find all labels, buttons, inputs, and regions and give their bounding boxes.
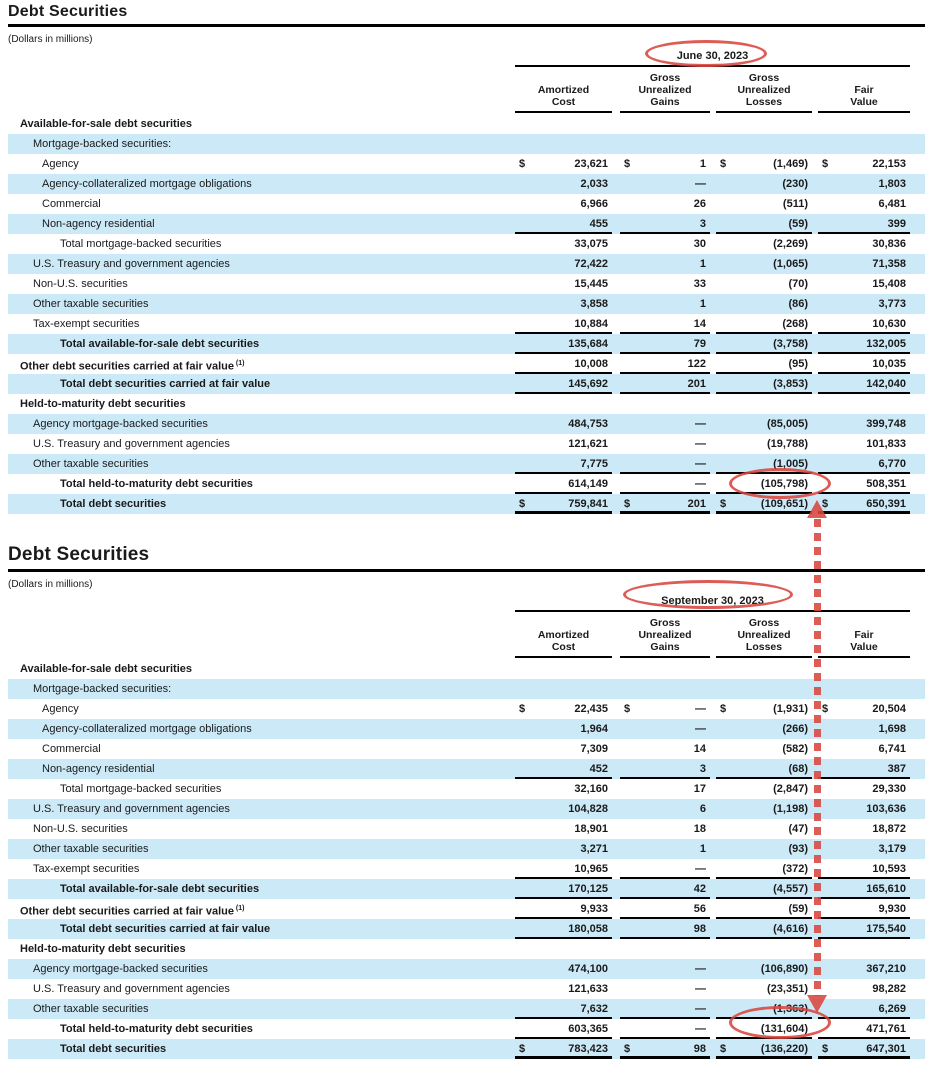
row-label: Agency-collateralized mortgage obligations <box>42 723 252 735</box>
value-cell: — <box>695 178 706 190</box>
value-cell: $ 22,435 <box>515 699 612 719</box>
dollar-sign: $ <box>720 703 727 715</box>
value-cell: (4,616) <box>716 919 812 939</box>
value-cell: $ 201 <box>620 494 710 514</box>
value-cell: 2,033 <box>580 178 608 190</box>
value-cell <box>620 114 710 134</box>
value-cell: (93) <box>788 843 808 855</box>
value-cell: (268) <box>716 314 812 334</box>
row-label: Agency-collateralized mortgage obligations <box>42 178 252 190</box>
value-cell: 122 <box>620 354 710 374</box>
column-headers <box>8 68 925 113</box>
value-cell: 104,828 <box>568 803 608 815</box>
row-label: Other debt securities carried at fair value $^{(1)}$ <box>20 360 245 373</box>
value-cell: 29,330 <box>872 783 906 795</box>
value-cell <box>620 134 710 154</box>
value-cell: 455 <box>515 214 612 234</box>
column-header-amortized-cost: Amortized Cost <box>515 613 612 658</box>
page-title: Debt Securities <box>8 3 925 27</box>
value-cell: (19,788) <box>767 438 808 450</box>
value-cell: 508,351 <box>818 474 910 494</box>
value-cell: 603,365 <box>515 1019 612 1039</box>
value-cell: 17 <box>693 783 706 795</box>
value-cell: (266) <box>782 723 808 735</box>
value-cell: 10,630 <box>818 314 910 334</box>
column-headers <box>8 613 925 658</box>
value-cell: 10,035 <box>818 354 910 374</box>
table-row <box>8 999 925 1019</box>
table-row <box>8 374 925 394</box>
value-cell: (3,853) <box>716 374 812 394</box>
row-label: Other taxable securities <box>33 1003 149 1015</box>
value-cell: 121,633 <box>568 983 608 995</box>
value-cell: 1 <box>699 843 706 855</box>
value-cell: 6,481 <box>878 198 906 210</box>
table-row <box>8 879 925 899</box>
value-cell <box>716 134 812 154</box>
value-cell: 10,593 <box>818 859 910 879</box>
value-cell <box>818 394 910 414</box>
debt-securities-table-september <box>8 544 925 1059</box>
value-cell: 26 <box>693 198 706 210</box>
table-rows <box>8 659 925 1059</box>
value-cell: $ 759,841 <box>515 494 612 514</box>
row-label: Non-U.S. securities <box>33 823 128 835</box>
row-label: U.S. Treasury and government agencies <box>33 803 230 815</box>
value-cell <box>620 679 710 699</box>
row-label: Agency mortgage-backed securities <box>33 963 208 975</box>
value-cell: 33,075 <box>574 238 608 250</box>
row-label: Total available-for-sale debt securities <box>60 883 260 895</box>
value-cell: — <box>695 983 706 995</box>
dollar-sign: $ <box>519 703 526 715</box>
value-cell <box>620 939 710 959</box>
table-row <box>8 334 925 354</box>
value-cell: (86) <box>788 298 808 310</box>
table-row <box>8 154 925 174</box>
value-cell: 9,933 <box>515 899 612 919</box>
table-row <box>8 314 925 334</box>
dollar-sign: $ <box>624 1043 631 1055</box>
date-header-row <box>8 595 925 612</box>
value-cell: 3 <box>620 214 710 234</box>
column-header-amortized-cost: Amortized Cost <box>515 68 612 113</box>
value-cell <box>818 939 910 959</box>
row-label: Mortgage-backed securities: <box>33 683 172 695</box>
table-row <box>8 394 925 414</box>
value-cell: 399,748 <box>866 418 906 430</box>
dollar-sign: $ <box>720 1043 727 1055</box>
row-label: Other taxable securities <box>33 458 149 470</box>
value-cell: $ (1,931) <box>716 699 812 719</box>
table-row <box>8 719 925 739</box>
table-row <box>8 939 925 959</box>
value-cell: 9,930 <box>818 899 910 919</box>
table-row <box>8 134 925 154</box>
value-cell: 14 <box>693 743 706 755</box>
value-cell: (59) <box>716 214 812 234</box>
table-row <box>8 899 925 919</box>
row-label: Non-U.S. securities <box>33 278 128 290</box>
value-cell: 1,698 <box>878 723 906 735</box>
value-cell: 367,210 <box>866 963 906 975</box>
value-cell: 145,692 <box>515 374 612 394</box>
value-cell: 399 <box>818 214 910 234</box>
value-cell: (23,351) <box>767 983 808 995</box>
value-cell <box>716 679 812 699</box>
row-label: Held-to-maturity debt securities <box>20 398 186 410</box>
row-label: Agency <box>42 703 79 715</box>
value-cell: 10,884 <box>515 314 612 334</box>
value-cell: 180,058 <box>515 919 612 939</box>
row-label: Commercial <box>42 198 101 210</box>
table-row <box>8 659 925 679</box>
value-cell: $ (1,469) <box>716 154 812 174</box>
table-row <box>8 234 925 254</box>
value-cell: 135,684 <box>515 334 612 354</box>
value-cell: (372) <box>716 859 812 879</box>
table-subtitle: (Dollars in millions) <box>8 579 93 590</box>
table-row <box>8 739 925 759</box>
value-cell: $ 1 <box>620 154 710 174</box>
table-row <box>8 274 925 294</box>
table-row <box>8 699 925 719</box>
date-header: September 30, 2023 <box>515 595 910 612</box>
value-cell: — <box>695 723 706 735</box>
row-label: Other taxable securities <box>33 843 149 855</box>
value-cell <box>716 659 812 679</box>
row-label: Total debt securities <box>60 498 167 510</box>
value-cell: 6,966 <box>580 198 608 210</box>
table-row <box>8 474 925 494</box>
value-cell: (95) <box>716 354 812 374</box>
dollar-sign: $ <box>624 158 631 170</box>
value-cell: 56 <box>620 899 710 919</box>
dollar-sign: $ <box>822 498 829 510</box>
row-label: Available-for-sale debt securities <box>20 118 192 130</box>
value-cell: $ 22,153 <box>818 154 910 174</box>
value-cell: (3,758) <box>716 334 812 354</box>
table-row <box>8 859 925 879</box>
value-cell: (1,065) <box>773 258 808 270</box>
value-cell: 7,632 <box>515 999 612 1019</box>
value-cell: (68) <box>716 759 812 779</box>
row-label: Non-agency residential <box>42 218 155 230</box>
value-cell: 1 <box>699 258 706 270</box>
value-cell: 132,005 <box>818 334 910 354</box>
row-label: Mortgage-backed securities: <box>33 138 172 150</box>
column-header-fair-value: Fair Value <box>818 68 910 113</box>
row-label: Total mortgage-backed securities <box>60 238 222 250</box>
value-cell: (1,005) <box>716 454 812 474</box>
table-row <box>8 1019 925 1039</box>
value-cell: — <box>620 999 710 1019</box>
value-cell <box>818 114 910 134</box>
table-row <box>8 819 925 839</box>
table-row <box>8 434 925 454</box>
value-cell: (59) <box>716 899 812 919</box>
value-cell: 10,965 <box>515 859 612 879</box>
column-header-spacer <box>8 68 515 113</box>
table-row <box>8 174 925 194</box>
value-cell: 18,901 <box>574 823 608 835</box>
value-cell: 3,773 <box>878 298 906 310</box>
value-cell <box>515 394 612 414</box>
value-cell: 1,964 <box>580 723 608 735</box>
table-row <box>8 494 925 514</box>
value-cell: 471,761 <box>818 1019 910 1039</box>
value-cell <box>818 659 910 679</box>
row-label: U.S. Treasury and government agencies <box>33 983 230 995</box>
value-cell <box>515 679 612 699</box>
value-cell: 3,271 <box>580 843 608 855</box>
value-cell: 15,408 <box>872 278 906 290</box>
row-label: Agency mortgage-backed securities <box>33 418 208 430</box>
value-cell: 98,282 <box>872 983 906 995</box>
value-cell: 101,833 <box>866 438 906 450</box>
table-row <box>8 779 925 799</box>
value-cell: 6,770 <box>818 454 910 474</box>
value-cell: (2,847) <box>773 783 808 795</box>
value-cell: 6,741 <box>878 743 906 755</box>
value-cell: 484,753 <box>568 418 608 430</box>
table-row <box>8 294 925 314</box>
value-cell: 42 <box>620 879 710 899</box>
value-cell: (230) <box>782 178 808 190</box>
value-cell: 452 <box>515 759 612 779</box>
value-cell: 30 <box>693 238 706 250</box>
value-cell: (4,557) <box>716 879 812 899</box>
value-cell: — <box>620 474 710 494</box>
value-cell: — <box>620 454 710 474</box>
dollar-sign: $ <box>822 1043 829 1055</box>
value-cell: 121,621 <box>568 438 608 450</box>
row-label: Total debt securities carried at fair value <box>60 923 271 935</box>
value-cell <box>716 114 812 134</box>
value-cell: 30,836 <box>872 238 906 250</box>
row-label: Tax-exempt securities <box>33 318 140 330</box>
table-row <box>8 454 925 474</box>
table-row <box>8 759 925 779</box>
value-cell: 6,269 <box>818 999 910 1019</box>
value-cell: 79 <box>620 334 710 354</box>
value-cell: 103,636 <box>866 803 906 815</box>
value-cell: (85,005) <box>767 418 808 430</box>
table-row <box>8 959 925 979</box>
value-cell: 18 <box>693 823 706 835</box>
row-label: Tax-exempt securities <box>33 863 140 875</box>
row-label: Agency <box>42 158 79 170</box>
value-cell: 201 <box>620 374 710 394</box>
page-title: Debt Securities <box>8 544 925 572</box>
value-cell: 7,775 <box>515 454 612 474</box>
row-label: Total debt securities carried at fair value <box>60 378 271 390</box>
value-cell: 175,540 <box>818 919 910 939</box>
value-cell: $ 98 <box>620 1039 710 1059</box>
value-cell: $ 647,301 <box>818 1039 910 1059</box>
column-header-gross-unrealized-losses: Gross Unrealized Losses <box>716 68 812 113</box>
value-cell <box>818 134 910 154</box>
value-cell: 142,040 <box>818 374 910 394</box>
table-row <box>8 799 925 819</box>
value-cell: 387 <box>818 759 910 779</box>
value-cell: — <box>620 1019 710 1039</box>
value-cell: 3,858 <box>580 298 608 310</box>
date-header: June 30, 2023 <box>515 50 910 67</box>
table-rows <box>8 114 925 514</box>
row-label: Other debt securities carried at fair value $^{(1)}$ <box>20 905 245 918</box>
table-row <box>8 114 925 134</box>
value-cell: $ (136,220) <box>716 1039 812 1059</box>
value-cell: — <box>620 859 710 879</box>
table-row <box>8 1039 925 1059</box>
value-cell: 614,149 <box>515 474 612 494</box>
dollar-sign: $ <box>822 158 829 170</box>
value-cell: 32,160 <box>574 783 608 795</box>
dollar-sign: $ <box>519 1043 526 1055</box>
row-label: Available-for-sale debt securities <box>20 663 192 675</box>
dollar-sign: $ <box>519 158 526 170</box>
value-cell: 6 <box>699 803 706 815</box>
value-cell: — <box>695 963 706 975</box>
value-cell: (70) <box>788 278 808 290</box>
value-cell <box>515 114 612 134</box>
table-row <box>8 354 925 374</box>
row-label: Total held-to-maturity debt securities <box>60 478 253 490</box>
dollar-sign: $ <box>624 498 631 510</box>
column-header-gross-unrealized-gains: Gross Unrealized Gains <box>620 68 710 113</box>
value-cell: $ 783,423 <box>515 1039 612 1059</box>
table-row <box>8 679 925 699</box>
value-cell: (1,363) <box>716 999 812 1019</box>
dollar-sign: $ <box>822 703 829 715</box>
value-cell: 72,422 <box>574 258 608 270</box>
value-cell: (47) <box>788 823 808 835</box>
value-cell: $ 650,391 <box>818 494 910 514</box>
column-header-fair-value: Fair Value <box>818 613 910 658</box>
table-row <box>8 839 925 859</box>
table-row <box>8 214 925 234</box>
column-header-spacer <box>8 613 515 658</box>
value-cell: (106,890) <box>760 963 808 975</box>
row-label: U.S. Treasury and government agencies <box>33 438 230 450</box>
value-cell: 33 <box>693 278 706 290</box>
table-row <box>8 254 925 274</box>
row-label: Total held-to-maturity debt securities <box>60 1023 253 1035</box>
value-cell: 170,125 <box>515 879 612 899</box>
value-cell: 474,100 <box>568 963 608 975</box>
value-cell: $ — <box>620 699 710 719</box>
value-cell: 10,008 <box>515 354 612 374</box>
value-cell: (105,798) <box>716 474 812 494</box>
row-label: Other taxable securities <box>33 298 149 310</box>
value-cell: 7,309 <box>580 743 608 755</box>
dollar-sign: $ <box>720 498 727 510</box>
table-row <box>8 919 925 939</box>
value-cell <box>515 134 612 154</box>
value-cell <box>620 394 710 414</box>
value-cell: 14 <box>620 314 710 334</box>
value-cell: 1 <box>699 298 706 310</box>
value-cell: 71,358 <box>872 258 906 270</box>
column-header-gross-unrealized-losses: Gross Unrealized Losses <box>716 613 812 658</box>
row-label: Commercial <box>42 743 101 755</box>
value-cell: (511) <box>782 198 808 210</box>
value-cell <box>716 394 812 414</box>
row-label: U.S. Treasury and government agencies <box>33 258 230 270</box>
column-header-gross-unrealized-gains: Gross Unrealized Gains <box>620 613 710 658</box>
value-cell: 1,803 <box>878 178 906 190</box>
date-header-row <box>8 50 925 67</box>
value-cell: $ (109,651) <box>716 494 812 514</box>
dollar-sign: $ <box>519 498 526 510</box>
value-cell: $ 20,504 <box>818 699 910 719</box>
value-cell: — <box>695 438 706 450</box>
value-cell: 3,179 <box>878 843 906 855</box>
value-cell: $ 23,621 <box>515 154 612 174</box>
table-subtitle: (Dollars in millions) <box>8 34 93 45</box>
row-label: Held-to-maturity debt securities <box>20 943 186 955</box>
dollar-sign: $ <box>720 158 727 170</box>
table-row <box>8 414 925 434</box>
value-cell: 15,445 <box>574 278 608 290</box>
value-cell: — <box>695 418 706 430</box>
row-label: Non-agency residential <box>42 763 155 775</box>
value-cell: (2,269) <box>773 238 808 250</box>
row-label: Total available-for-sale debt securities <box>60 338 260 350</box>
dollar-sign: $ <box>624 703 631 715</box>
value-cell <box>515 659 612 679</box>
value-cell: (582) <box>782 743 808 755</box>
value-cell: 3 <box>620 759 710 779</box>
value-cell <box>818 679 910 699</box>
table-row <box>8 979 925 999</box>
row-label: Total debt securities <box>60 1043 167 1055</box>
value-cell: (1,198) <box>773 803 808 815</box>
table-row <box>8 194 925 214</box>
value-cell: 98 <box>620 919 710 939</box>
debt-securities-table-june <box>8 3 925 514</box>
value-cell: (131,604) <box>716 1019 812 1039</box>
row-label: Total mortgage-backed securities <box>60 783 222 795</box>
value-cell: 18,872 <box>872 823 906 835</box>
value-cell <box>620 659 710 679</box>
value-cell: 165,610 <box>818 879 910 899</box>
value-cell <box>515 939 612 959</box>
value-cell <box>716 939 812 959</box>
